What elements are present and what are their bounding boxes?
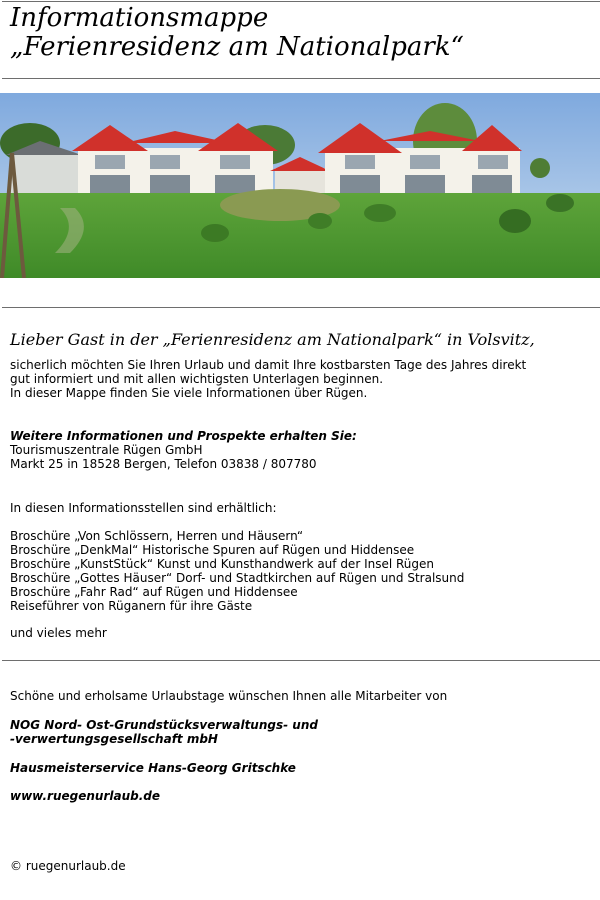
top-rule	[2, 1, 600, 2]
header-divider	[2, 78, 600, 79]
company-line-2: -verwertungsgesellschaft mbH	[10, 732, 218, 746]
photo-divider	[2, 307, 600, 308]
brochure-item: Reiseführer von Rüganern für ihre Gäste	[10, 599, 253, 613]
page-title	[10, 4, 464, 62]
footer-divider	[2, 660, 600, 661]
intro-line-1: sicherlich möchten Sie Ihren Urlaub und damit Ihre kostbarsten Tage des Jahres direkt	[10, 358, 527, 372]
intro-line-2: gut informiert und mit allen wichtigsten Unterlagen beginnen.	[10, 372, 384, 386]
brochure-item: Broschüre „DenkMal“ Historische Spuren auf Rügen und Hiddensee	[10, 543, 415, 557]
title-line-2: „Ferienresidenz am Nationalpark“	[10, 32, 464, 62]
title-line-1: Informationsmappe	[10, 3, 269, 33]
closing-text: Schöne und erholsame Urlaubstage wünschen Ihnen alle Mitarbeiter von	[10, 689, 448, 703]
company-name	[10, 718, 318, 746]
greeting-heading: Lieber Gast in der „Ferienresidenz am Nationalpark“ in Volsvitz,	[10, 330, 535, 349]
info-block	[10, 429, 357, 471]
holiday-houses-photo	[0, 93, 600, 278]
website-link[interactable]: www.ruegenurlaub.de	[10, 789, 161, 803]
intro-line-3: In dieser Mappe finden Sie viele Informationen über Rügen.	[10, 386, 368, 400]
brochure-item: Broschüre „Fahr Rad“ auf Rügen und Hiddensee	[10, 585, 298, 599]
brochure-item: Broschüre „Gottes Häuser“ Dorf- und Stadtkirchen auf Rügen und Stralsund	[10, 571, 465, 585]
photo-holiday-houses-icon	[0, 93, 600, 278]
caretaker-name: Hausmeisterservice Hans-Georg Gritschke	[10, 761, 296, 775]
available-label: In diesen Informationsstellen sind erhältlich:	[10, 501, 277, 515]
brochure-item: Broschüre „Von Schlössern, Herren und Häusern“	[10, 529, 304, 543]
info-heading: Weitere Informationen und Prospekte erhalten Sie:	[10, 429, 357, 443]
info-address: Markt 25 in 18528 Bergen, Telefon 03838 / 807780	[10, 457, 317, 471]
brochure-list	[10, 529, 464, 613]
brochure-item: Broschüre „KunstStück“ Kunst und Kunsthandwerk auf der Insel Rügen	[10, 557, 435, 571]
intro-paragraph	[10, 358, 526, 400]
copyright-notice: © ruegenurlaub.de	[10, 859, 126, 873]
company-line-1: NOG Nord- Ost-Grundstücksverwaltungs- und	[10, 718, 318, 732]
info-org: Tourismuszentrale Rügen GmbH	[10, 443, 203, 457]
more-text: und vieles mehr	[10, 626, 107, 640]
